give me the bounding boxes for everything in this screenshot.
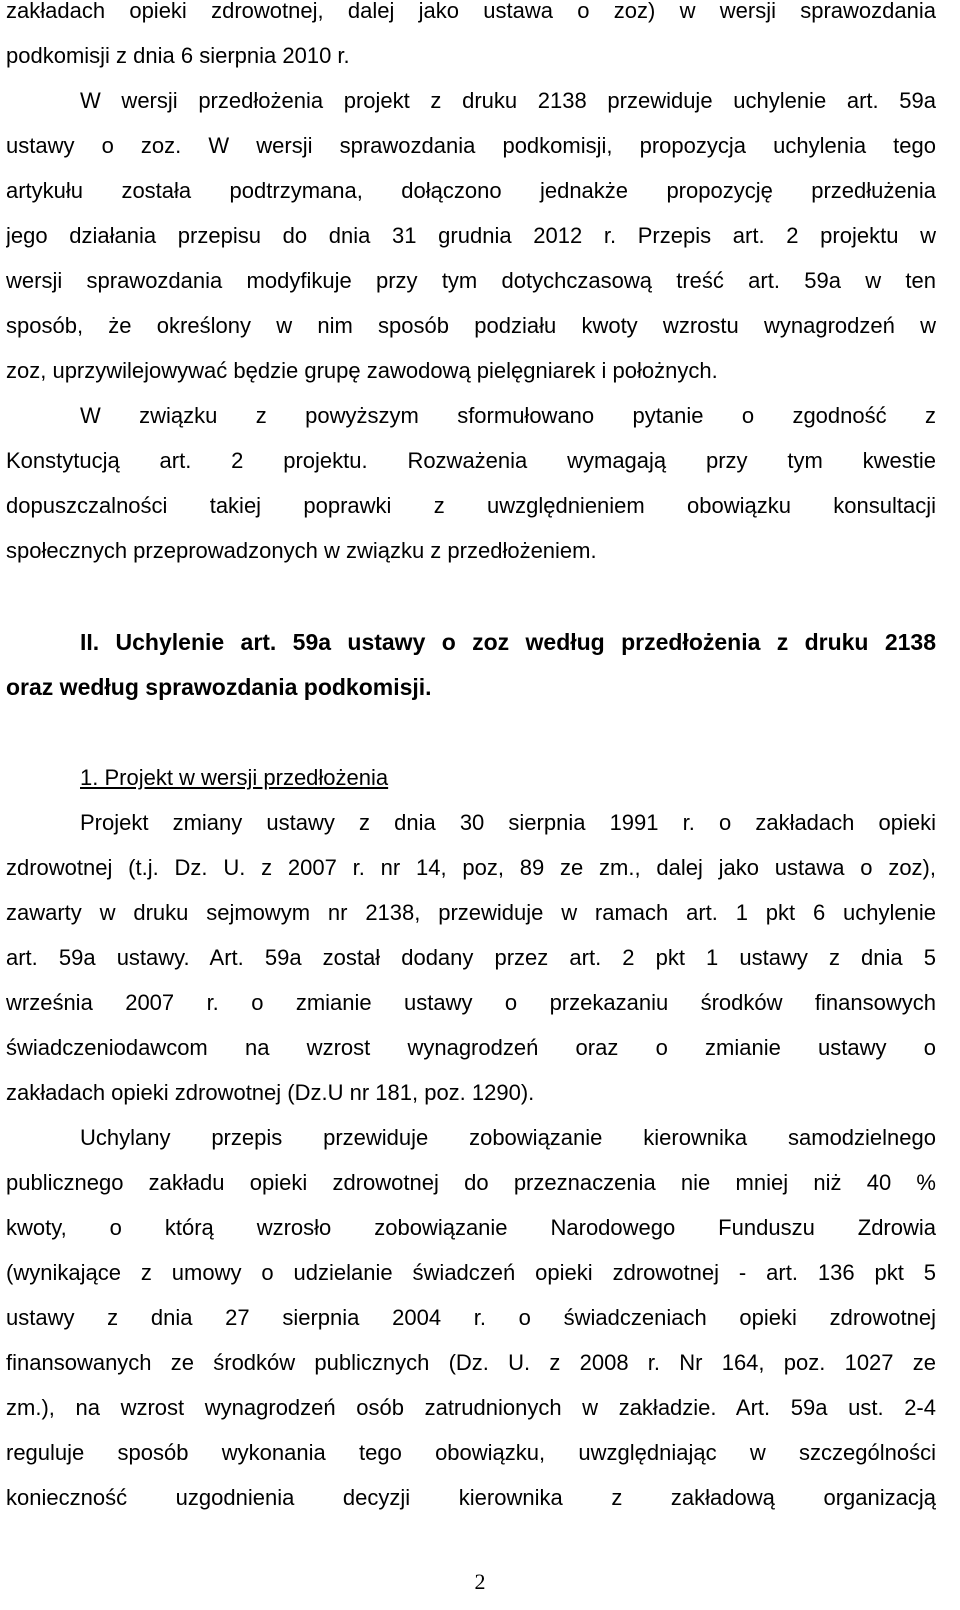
- text-line: publicznego zakładu opieki zdrowotnej do przeznaczenia nie mniej niż 40 %: [6, 1170, 936, 1195]
- text-line: wersji sprawozdania modyfikuje przy tym dotychczasową treść art. 59a w ten: [6, 268, 936, 293]
- text-line: zoz, uprzywilejowywać będzie grupę zawodową pielęgniarek i położnych.: [6, 358, 718, 383]
- text-line: dopuszczalności takiej poprawki z uwzględnieniem obowiązku konsultacji: [6, 493, 936, 518]
- text-line: zakładach opieki zdrowotnej (Dz.U nr 181, poz. 1290).: [6, 1080, 535, 1105]
- text-line: art. 59a ustawy. Art. 59a został dodany przez art. 2 pkt 1 ustawy z dnia 5: [6, 945, 936, 970]
- text-line: W wersji przedłożenia projekt z druku 2138 przewiduje uchylenie art. 59a: [80, 88, 936, 113]
- section-heading: II. Uchylenie art. 59a ustawy o zoz według przedłożenia z druku 2138: [80, 629, 936, 655]
- text-line: Uchylany przepis przewiduje zobowiązanie kierownika samodzielnego: [80, 1125, 936, 1150]
- text-line: kwoty, o którą wzrosło zobowiązanie Narodowego Funduszu Zdrowia: [6, 1215, 936, 1240]
- text-line: świadczeniodawcom na wzrost wynagrodzeń oraz o zmianie ustawy o: [6, 1035, 936, 1060]
- subsection-heading-text: 1. Projekt w wersji przedłożenia: [80, 765, 389, 790]
- page-number: 2: [474, 1569, 486, 1594]
- text-line: zm.), na wzrost wynagrodzeń osób zatrudnionych w zakładzie. Art. 59a ust. 2-4: [6, 1395, 936, 1420]
- text-line: artykułu została podtrzymana, dołączono jednakże propozycję przedłużenia: [6, 178, 936, 203]
- text-line: ustawy o zoz. W wersji sprawozdania podkomisji, propozycja uchylenia tego: [6, 133, 936, 158]
- text-line: Projekt zmiany ustawy z dnia 30 sierpnia 1991 r. o zakładach opieki: [80, 810, 936, 835]
- text-line: września 2007 r. o zmianie ustawy o przekazaniu środków finansowych: [6, 990, 936, 1015]
- text-line: zawarty w druku sejmowym nr 2138, przewiduje w ramach art. 1 pkt 6 uchylenie: [6, 900, 936, 925]
- text-line: społecznych przeprowadzonych w związku z przedłożeniem.: [6, 538, 597, 563]
- text-line: konieczność uzgodnienia decyzji kierownika z zakładową organizacją: [6, 1485, 936, 1510]
- section-heading: oraz według sprawozdania podkomisji.: [6, 674, 432, 700]
- text-line: zdrowotnej (t.j. Dz. U. z 2007 r. nr 14, poz, 89 ze zm., dalej jako ustawa o zoz),: [6, 855, 936, 880]
- text-line: Konstytucją art. 2 projektu. Rozważenia wymagają przy tym kwestie: [6, 448, 936, 473]
- text-line: sposób, że określony w nim sposób podziału kwoty wzrostu wynagrodzeń w: [6, 313, 936, 338]
- text-line: zakładach opieki zdrowotnej, dalej jako ustawa o zoz) w wersji sprawozdania: [6, 0, 936, 23]
- text-line: ustawy z dnia 27 sierpnia 2004 r. o świadczeniach opieki zdrowotnej: [6, 1305, 936, 1330]
- text-line: W związku z powyższym sformułowano pytanie o zgodność z: [80, 403, 936, 428]
- text-line: reguluje sposób wykonania tego obowiązku, uwzględniając w szczególności: [6, 1440, 936, 1465]
- text-line: (wynikające z umowy o udzielanie świadczeń opieki zdrowotnej - art. 136 pkt 5: [6, 1260, 936, 1285]
- subsection-heading: [80, 763, 936, 793]
- text-line: finansowanych ze środków publicznych (Dz. U. z 2008 r. Nr 164, poz. 1027 ze: [6, 1350, 936, 1375]
- text-line: jego działania przepisu do dnia 31 grudnia 2012 r. Przepis art. 2 projektu w: [6, 223, 936, 248]
- text-line: podkomisji z dnia 6 sierpnia 2010 r.: [6, 43, 350, 68]
